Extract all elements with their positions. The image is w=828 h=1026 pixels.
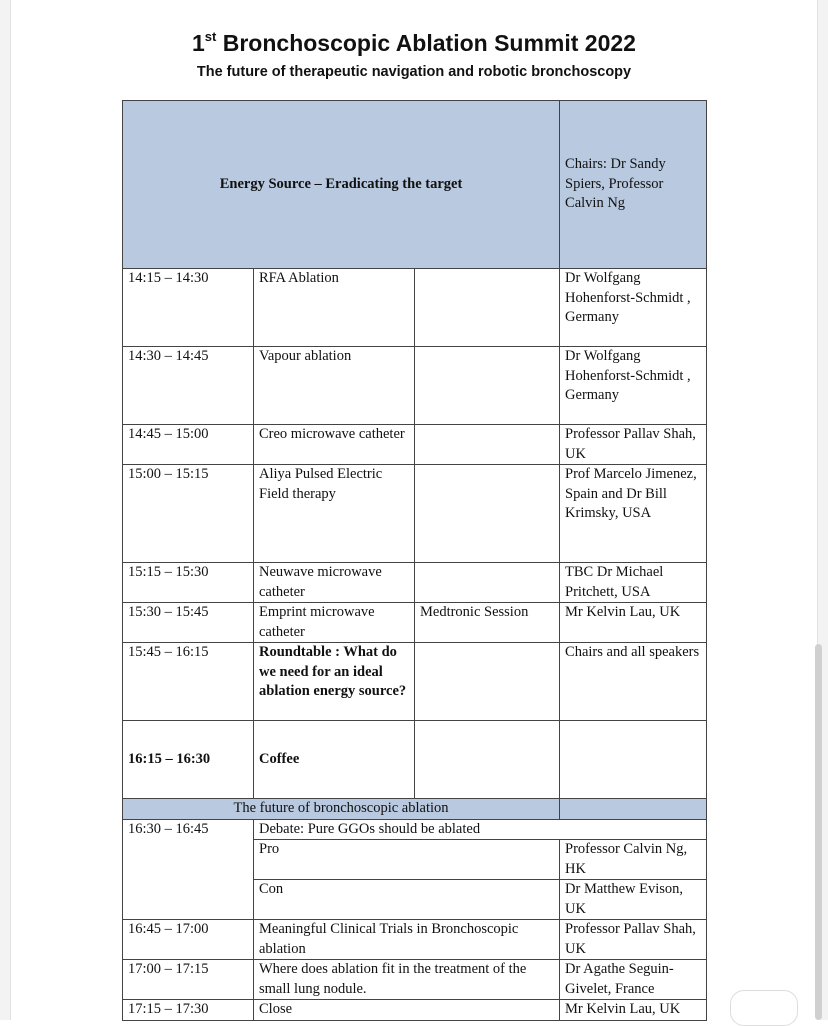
time-cell: 15:30 – 15:45 <box>123 603 254 643</box>
pro-label: Pro <box>254 840 560 880</box>
time-cell: 16:15 – 16:30 <box>123 721 254 799</box>
talk-cell: Aliya Pulsed Electric Field therapy <box>254 465 415 563</box>
speaker-cell: Dr Agathe Seguin-Givelet, France <box>560 960 707 1000</box>
talk-cell: RFA Ablation <box>254 269 415 347</box>
speaker-cell: Dr Wolfgang Hohenforst-Schmidt , Germany <box>560 347 707 425</box>
talk-cell: Meaningful Clinical Trials in Bronchoscopic ablation <box>254 920 560 960</box>
time-cell: 14:30 – 14:45 <box>123 347 254 425</box>
section-title: The future of bronchoscopic ablation <box>123 799 560 820</box>
table-row <box>123 269 707 347</box>
empty-cell <box>415 721 560 799</box>
section-header-future <box>123 799 707 820</box>
speaker-cell: Dr Matthew Evison, UK <box>560 880 707 920</box>
talk-cell: Creo microwave catheter <box>254 425 415 465</box>
table-row <box>123 347 707 425</box>
debate-row <box>123 819 707 840</box>
speaker-cell: Prof Marcelo Jimenez, Spain and Dr Bill Krimsky, USA <box>560 465 707 563</box>
talk-cell: Emprint microwave catheter <box>254 603 415 643</box>
debate-title: Debate: Pure GGOs should be ablated <box>254 819 707 840</box>
page-edge-left <box>0 0 10 1020</box>
session-cell <box>415 347 560 425</box>
speaker-cell: Dr Wolfgang Hohenforst-Schmidt , Germany <box>560 269 707 347</box>
speaker-cell: Mr Kelvin Lau, UK <box>560 1000 707 1021</box>
talk-cell: Neuwave microwave catheter <box>254 563 415 603</box>
session-cell <box>415 465 560 563</box>
time-cell: 15:15 – 15:30 <box>123 563 254 603</box>
time-cell: 16:30 – 16:45 <box>123 819 254 920</box>
time-cell: 15:45 – 16:15 <box>123 643 254 721</box>
talk-cell: Where does ablation fit in the treatment of the small lung nodule. <box>254 960 560 1000</box>
time-cell: 14:15 – 14:30 <box>123 269 254 347</box>
empty-cell <box>560 721 707 799</box>
session-cell: Medtronic Session <box>415 603 560 643</box>
schedule-table <box>122 100 707 1021</box>
table-row <box>123 920 707 960</box>
document-subtitle: The future of therapeutic navigation and robotic bronchoscopy <box>196 64 632 80</box>
time-cell: 16:45 – 17:00 <box>123 920 254 960</box>
session-cell <box>415 643 560 721</box>
overlay-tab[interactable] <box>730 990 798 1026</box>
session-cell <box>415 425 560 465</box>
speaker-cell: Professor Calvin Ng, HK <box>560 840 707 880</box>
speaker-cell: Professor Pallav Shah, UK <box>560 920 707 960</box>
table-row <box>123 465 707 563</box>
speaker-cell: Chairs and all speakers <box>560 643 707 721</box>
table-row <box>123 1000 707 1021</box>
coffee-row <box>123 721 707 799</box>
section-header-energy <box>123 101 707 269</box>
time-cell: 17:00 – 17:15 <box>123 960 254 1000</box>
empty-cell <box>560 799 707 820</box>
session-cell <box>415 269 560 347</box>
talk-cell: Close <box>254 1000 560 1021</box>
time-cell: 14:45 – 15:00 <box>123 425 254 465</box>
table-row <box>123 960 707 1000</box>
table-row <box>123 603 707 643</box>
time-cell: 17:15 – 17:30 <box>123 1000 254 1021</box>
scrollbar[interactable] <box>815 644 822 1020</box>
time-cell: 15:00 – 15:15 <box>123 465 254 563</box>
coffee-label: Coffee <box>254 721 415 799</box>
session-cell <box>415 563 560 603</box>
table-row <box>123 643 707 721</box>
talk-cell: Vapour ablation <box>254 347 415 425</box>
talk-cell: Roundtable : What do we need for an ideal ablation energy source? <box>254 643 415 721</box>
speaker-cell: TBC Dr Michael Pritchett, USA <box>560 563 707 603</box>
section-chairs: Chairs: Dr Sandy Spiers, Professor Calvin Ng <box>560 101 707 269</box>
con-label: Con <box>254 880 560 920</box>
section-title: Energy Source – Eradicating the target <box>123 101 560 269</box>
speaker-cell: Professor Pallav Shah, UK <box>560 425 707 465</box>
table-row <box>123 563 707 603</box>
document-title: 1st Bronchoscopic Ablation Summit 2022 <box>192 29 636 56</box>
speaker-cell: Mr Kelvin Lau, UK <box>560 603 707 643</box>
table-row <box>123 425 707 465</box>
